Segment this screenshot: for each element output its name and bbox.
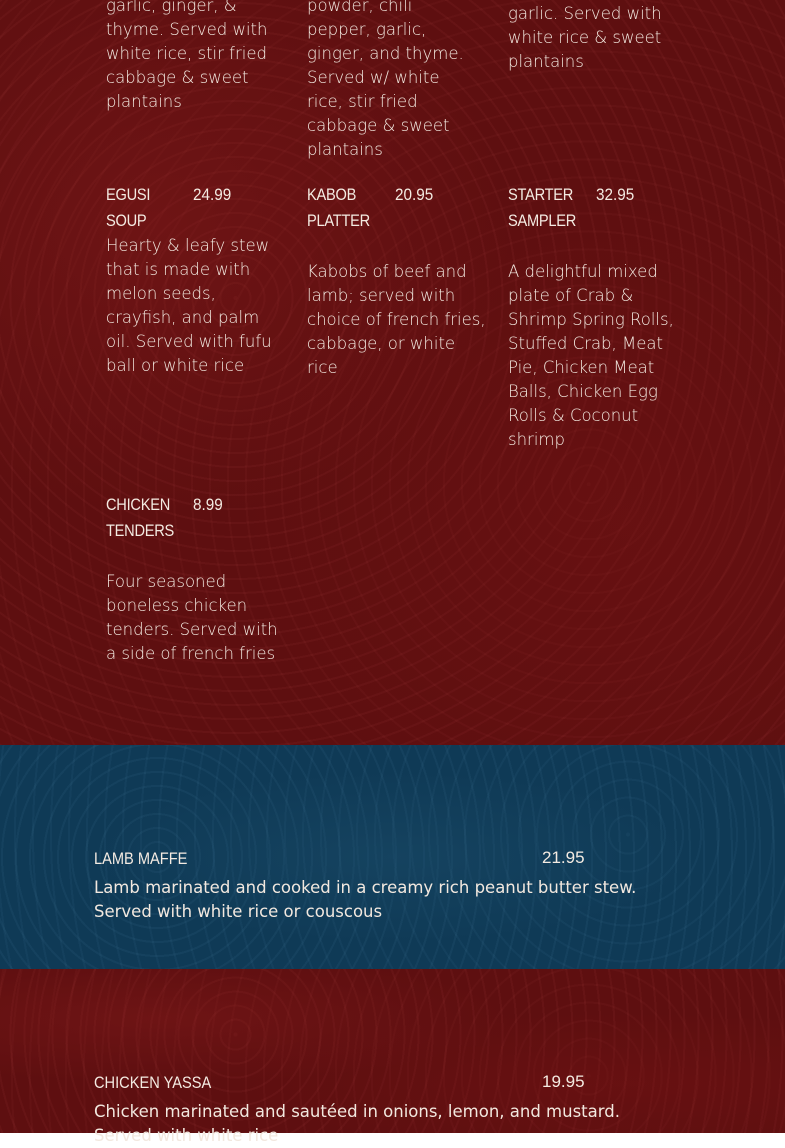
menu-item-name: STARTER SAMPLER	[508, 185, 577, 230]
menu-section-featured-red	[0, 969, 785, 1145]
menu-item-description: Hearty & leafy stew that is made with melon seeds, crayfish, and palm oil. Served with fufu ball or white rice	[106, 236, 272, 375]
menu-item-price: 8.99	[193, 495, 223, 514]
menu-item-description: A delightful mixed plate of Crab & Shrimp Spring Rolls, Stuffed Crab, Meat Pie, Chicken Meat Balls, Chicken Egg Rolls & Coconut shrimp	[508, 262, 674, 449]
menu-item-description: Four seasoned boneless chicken tenders. Served with a side of french fries	[106, 572, 278, 663]
menu-item-name: CHICKEN TENDERS	[106, 495, 175, 540]
menu-item-description: garlic, ginger, & thyme. Served with white rice, stir fried cabbage & sweet plantains	[106, 0, 268, 111]
menu-item-name: LAMB MAFFE	[94, 849, 188, 868]
menu-item-description: garlic. Served with white rice & sweet plantains	[508, 4, 662, 71]
menu-item-name: CHICKEN YASSA	[94, 1073, 212, 1092]
menu-item-description: powder, chili pepper, garlic, ginger, and thyme. Served w/ white rice, stir fried cabbage & sweet plantains	[307, 0, 464, 159]
menu-item-name: EGUSI SOUP	[106, 185, 151, 230]
menu-section-featured-blue	[0, 745, 785, 969]
menu-item-name: KABOB PLATTER	[307, 185, 370, 230]
menu-item-price: 21.95	[542, 848, 585, 867]
menu-item-price: 32.95	[596, 185, 635, 204]
menu-item-price: 24.99	[193, 185, 232, 204]
menu-item-price: 20.95	[395, 185, 434, 204]
menu-item-description: Kabobs of beef and lamb; served with choice of french fries, cabbage, or white rice	[307, 262, 486, 377]
menu-item-description: Chicken marinated and sautéed in onions, lemon, and mustard. Served with white rice	[94, 1102, 620, 1145]
menu-item-price: 19.95	[542, 1072, 585, 1091]
menu-item-description: Lamb marinated and cooked in a creamy rich peanut butter stew. Served with white rice or couscous	[94, 878, 637, 921]
